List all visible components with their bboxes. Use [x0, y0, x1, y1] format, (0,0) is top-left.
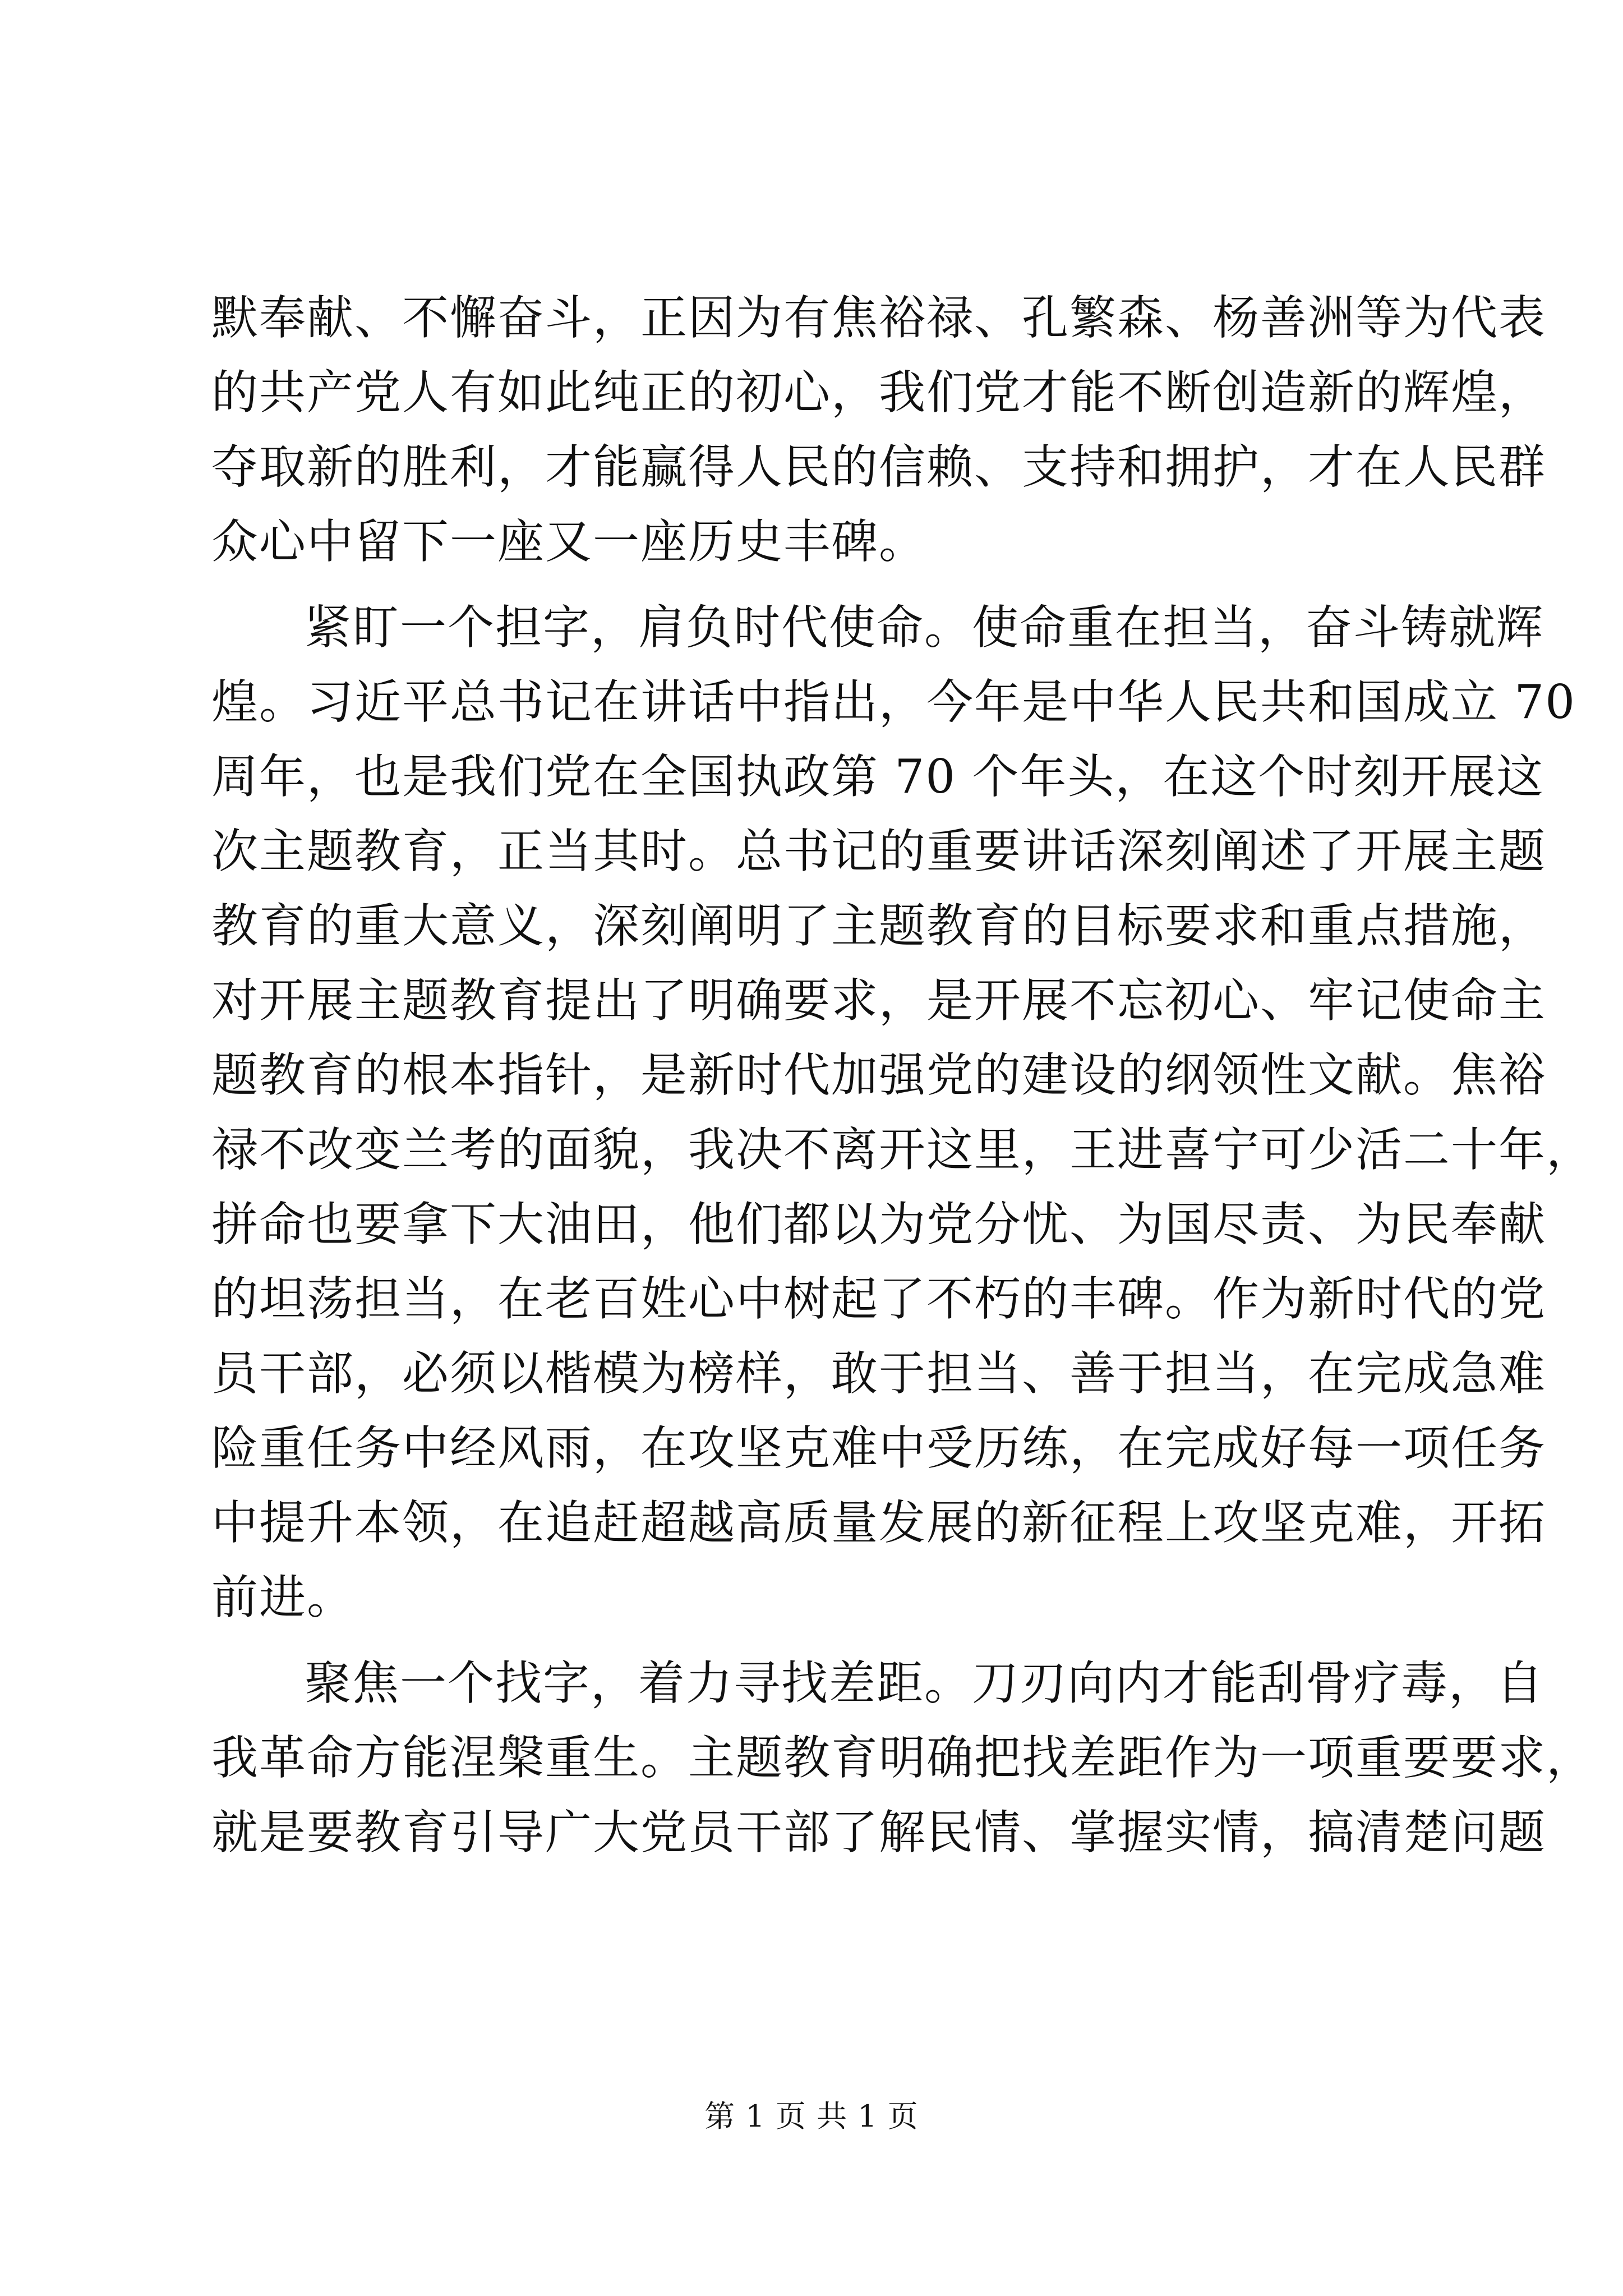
paragraph-line: 周年，也是我们党在全国执政第 70 个年头，在这个时刻开展这 [211, 749, 1544, 804]
paragraph-line: 险重任务中经风雨，在攻坚克难中受历练，在完成好每一项任务 [211, 1421, 1546, 1475]
paragraph-line: 拼命也要拿下大油田，他们都以为党分忧、为国尽责、为民奉献 [211, 1197, 1546, 1251]
paragraph-line: 教育的重大意义，深刻阐明了主题教育的目标要求和重点措施， [211, 899, 1546, 953]
paragraph-line: 紧盯一个担字，肩负时代使命。使命重在担当，奋斗铸就辉 [305, 600, 1544, 655]
paragraph-line: 众心中留下一座又一座历史丰碑。 [211, 514, 926, 569]
paragraph-line: 就是要教育引导广大党员干部了解民情、掌握实情，搞清楚问题 [211, 1805, 1546, 1860]
paragraph-line: 夺取新的胜利，才能赢得人民的信赖、支持和拥护，才在人民群 [211, 440, 1546, 494]
paragraph-line: 默奉献、不懈奋斗，正因为有焦裕禄、孔繁森、杨善洲等为代表 [211, 291, 1546, 345]
paragraph-line: 前进。 [211, 1570, 354, 1625]
paragraph-line: 煌。习近平总书记在讲话中指出，今年是中华人民共和国成立 70 [211, 675, 1576, 729]
paragraph-3 [211, 1646, 1594, 1870]
paragraph-line: 次主题教育，正当其时。总书记的重要讲话深刻阐述了开展主题 [211, 824, 1546, 878]
paragraph-line: 聚焦一个找字，着力寻找差距。刀刃向内才能刮骨疗毒，自 [305, 1656, 1544, 1710]
paragraph-line: 的共产党人有如此纯正的初心，我们党才能不断创造新的辉煌， [211, 365, 1546, 420]
paragraph-2 [211, 590, 1594, 1635]
paragraph-line: 对开展主题教育提出了明确要求，是开展不忘初心、牢记使命主 [211, 973, 1546, 1028]
paragraph-line: 我革命方能涅槃重生。主题教育明确把找差距作为一项重要要求， [211, 1731, 1594, 1785]
paragraph-line: 中提升本领，在追赶超越高质量发展的新征程上攻坚克难，开拓 [211, 1496, 1546, 1550]
document-body [211, 280, 1594, 1870]
paragraph-line: 的坦荡担当，在老百姓心中树起了不朽的丰碑。作为新时代的党 [211, 1272, 1546, 1326]
paragraph-line: 题教育的根本指针，是新时代加强党的建设的纲领性文献。焦裕 [211, 1048, 1546, 1102]
paragraph-gap [211, 579, 1414, 590]
paragraph-gap [211, 1635, 1414, 1646]
paragraph-line: 员干部，必须以楷模为榜样，敢于担当、善于担当，在完成急难 [211, 1346, 1546, 1401]
page-footer: 第 1 页 共 1 页 [704, 2099, 919, 2134]
paragraph-line: 禄不改变兰考的面貌，我决不离开这里，王进喜宁可少活二十年， [211, 1122, 1594, 1177]
paragraph-1 [211, 280, 1546, 579]
